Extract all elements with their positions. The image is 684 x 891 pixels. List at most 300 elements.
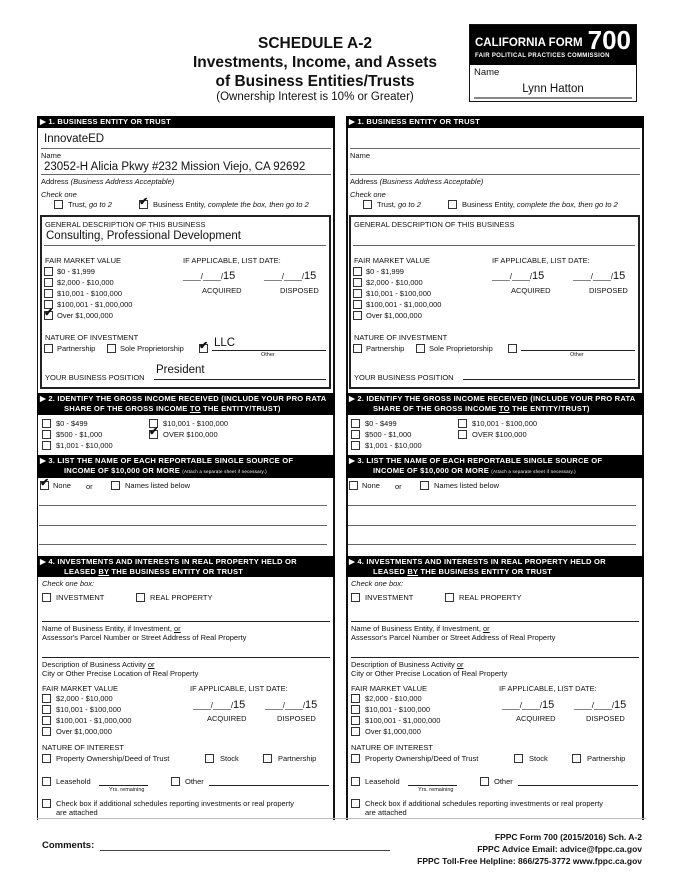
income-option-label: $500 - $1,000 xyxy=(56,430,103,439)
section-4-title-line-2 xyxy=(349,567,644,577)
schedule-title: SCHEDULE A-2 xyxy=(258,35,372,52)
disposed-date-field[interactable] xyxy=(264,270,316,282)
checkmark-icon: ✔ xyxy=(44,307,54,319)
income-checkbox[interactable] xyxy=(42,441,51,450)
fmv-option-label: $0 - $1,999 xyxy=(57,267,95,276)
section-3-title-line-1: ▶ 3. LIST THE NAME OF EACH REPORTABLE SINGLE SOURCE OF xyxy=(40,456,294,465)
s4-acquired-year: 15 xyxy=(233,699,246,711)
sole-proprietorship-checkbox[interactable] xyxy=(416,344,425,353)
investment-checkbox[interactable] xyxy=(351,593,360,602)
general-description-label: GENERAL DESCRIPTION OF THIS BUSINESS xyxy=(354,220,515,229)
s4-text-a: LEASED xyxy=(373,566,408,576)
investment-checkbox[interactable] xyxy=(42,593,51,602)
footer xyxy=(417,831,642,867)
s4-fmv-option: $10,001 - $100,000 xyxy=(365,705,431,714)
s4-fmv-label: FAIR MARKET VALUE xyxy=(42,684,118,693)
section-2-header xyxy=(346,393,644,415)
additional-schedules-label xyxy=(365,799,603,817)
checkmark-icon: ✔ xyxy=(149,426,159,438)
checkmark-icon: ✔ xyxy=(199,340,209,352)
section-1-header xyxy=(346,116,644,128)
other-nature-checkbox[interactable] xyxy=(199,340,209,353)
names-listed-checkbox[interactable] xyxy=(111,481,120,490)
section-2-title-line-1: ▶ 2. IDENTIFY THE GROSS INCOME RECEIVED (INCLUDE YOUR PRO RATA xyxy=(40,394,327,403)
partnership-checkbox[interactable] xyxy=(353,344,362,353)
section-3-header xyxy=(37,455,335,478)
section-3-title-line-2 xyxy=(349,466,644,477)
trust-note: go to 2 xyxy=(88,200,112,209)
or-label: or xyxy=(395,482,402,491)
s4-disposed-label: DISPOSED xyxy=(277,714,316,723)
trust-label xyxy=(68,200,112,209)
disposed-label: DISPOSED xyxy=(280,286,319,295)
income-option-label: OVER $100,000 xyxy=(472,430,527,439)
s4-partnership-checkbox[interactable] xyxy=(572,754,581,763)
form-id-box xyxy=(469,24,637,102)
income-option-label: $10,001 - $100,000 xyxy=(472,419,538,428)
none-checkbox[interactable] xyxy=(40,477,50,490)
footer-form-id: FPPC Form 700 (2015/2016) Sch. A-2 xyxy=(494,832,642,842)
fmv-option-label: $2,000 - $10,000 xyxy=(366,278,423,287)
s4-desc-label xyxy=(42,660,198,678)
business-entity-note: complete the box, then go to 2 xyxy=(516,200,618,209)
acquired-label: ACQUIRED xyxy=(202,286,242,295)
s4-if-applicable-label: IF APPLICABLE, LIST DATE: xyxy=(499,684,597,693)
s4-name-text: Name of Business Entity, if Investment, xyxy=(351,624,483,633)
s2-text-to: TO xyxy=(498,404,510,413)
section-1-header xyxy=(37,116,335,128)
address-label-text: Address xyxy=(41,177,69,186)
form-title-block xyxy=(170,34,460,104)
s2-text-to: TO xyxy=(189,404,201,413)
income-checkbox[interactable] xyxy=(42,419,51,428)
income-option-label: OVER $100,000 xyxy=(163,430,218,439)
s4-acquired-date-field[interactable] xyxy=(193,699,245,711)
s4-if-applicable-label: IF APPLICABLE, LIST DATE: xyxy=(190,684,288,693)
address-label xyxy=(350,177,483,186)
income-option-label: $1,001 - $10,000 xyxy=(365,441,422,450)
section-4-title-line-1: ▶ 4. INVESTMENTS AND INTERESTS IN REAL PROPERTY HELD OR xyxy=(349,557,606,566)
nature-of-interest-label: NATURE OF INTEREST xyxy=(42,743,124,752)
income-source-line xyxy=(348,505,636,506)
entity-name-underline xyxy=(350,148,640,149)
commission-label: FAIR POLITICAL PRACTICES COMMISSION xyxy=(475,53,610,59)
real-property-label: REAL PROPERTY xyxy=(459,593,522,602)
names-listed-checkbox[interactable] xyxy=(420,481,429,490)
s4-acquired-label: ACQUIRED xyxy=(516,714,556,723)
section-3-title-line-1: ▶ 3. LIST THE NAME OF EACH REPORTABLE SINGLE SOURCE OF xyxy=(349,456,603,465)
form-label: CALIFORNIA FORM xyxy=(475,37,583,49)
subtitle: (Ownership Interest is 10% or Greater) xyxy=(216,91,414,103)
entity-name-underline xyxy=(41,148,331,149)
s4-other-checkbox[interactable] xyxy=(171,777,180,786)
entity-address-underline xyxy=(350,174,640,175)
s4-fmv-checkbox[interactable] xyxy=(42,705,51,714)
s4-desc-or: or xyxy=(147,660,155,669)
leasehold-checkbox[interactable] xyxy=(351,777,360,786)
acquired-date-field[interactable] xyxy=(183,270,235,282)
income-checkbox[interactable] xyxy=(458,419,467,428)
s4-desc-text: Description of Business Activity xyxy=(42,660,148,669)
s2-text-a: SHARE OF THE GROSS INCOME xyxy=(64,404,190,413)
nature-of-interest-label: NATURE OF INTEREST xyxy=(351,743,433,752)
s4-other-checkbox[interactable] xyxy=(480,777,489,786)
income-source-line xyxy=(39,525,327,526)
s4-fmv-checkbox[interactable] xyxy=(351,716,360,725)
name-label: Name xyxy=(41,151,62,160)
s3-note: (Attach a separate sheet if necessary.) xyxy=(491,469,576,474)
if-applicable-label: IF APPLICABLE, LIST DATE: xyxy=(492,256,590,265)
names-listed-label: Names listed below xyxy=(434,481,500,490)
income-source-line xyxy=(39,544,327,545)
s4-fmv-checkbox[interactable] xyxy=(351,694,360,703)
s4-fmv-label: FAIR MARKET VALUE xyxy=(351,684,427,693)
date-slashes: ____/____/ xyxy=(264,272,305,281)
general-description-label: GENERAL DESCRIPTION OF THIS BUSINESS xyxy=(45,220,206,229)
income-option-label: $0 - $499 xyxy=(56,419,88,428)
s4-disposed-label: DISPOSED xyxy=(586,714,625,723)
s4-fmv-option: $100,001 - $1,000,000 xyxy=(365,716,441,725)
entity-address-underline xyxy=(41,174,331,175)
additional-schedules-checkbox[interactable] xyxy=(351,799,360,808)
other-label: Other xyxy=(570,352,584,358)
s4-fmv-option: $10,001 - $100,000 xyxy=(56,705,122,714)
additional-text-2: are attached xyxy=(56,808,98,817)
s4-fmv-checkbox[interactable] xyxy=(351,727,360,736)
fmv-label: FAIR MARKET VALUE xyxy=(45,256,121,265)
business-description-field[interactable]: Consulting, Professional Development xyxy=(46,230,241,242)
income-checkbox[interactable] xyxy=(42,430,51,439)
sole-proprietorship-label: Sole Proprietorship xyxy=(120,344,184,353)
form-number: 700 xyxy=(587,25,631,55)
section-1-title: ▶ 1. BUSINESS ENTITY OR TRUST xyxy=(40,117,171,126)
trust-label-text: Trust, xyxy=(377,200,396,209)
section-3-title-line-2 xyxy=(40,466,335,477)
years-remaining-field[interactable] xyxy=(99,785,148,786)
section-4-title-line-1: ▶ 4. INVESTMENTS AND INTERESTS IN REAL PROPERTY HELD OR xyxy=(40,557,297,566)
stock-label: Stock xyxy=(529,754,548,763)
entry-column-1 xyxy=(37,116,335,818)
leasehold-label: Leasehold xyxy=(365,777,400,786)
additional-text: Check box if additional schedules reporting investments or real property xyxy=(365,799,604,808)
position-underline xyxy=(154,379,326,380)
s4-name-text-2: Assessor's Parcel Number or Street Address of Real Property xyxy=(351,633,556,642)
s4-fmv-option: $2,000 - $10,000 xyxy=(365,694,422,703)
address-note: (Business Address Acceptable) xyxy=(379,177,484,186)
comments-label: Comments: xyxy=(42,840,95,851)
fmv-checkbox[interactable] xyxy=(353,311,362,320)
acquired-date-field[interactable] xyxy=(492,270,544,282)
stock-label: Stock xyxy=(220,754,239,763)
business-entity-label xyxy=(462,200,618,209)
trust-checkbox[interactable] xyxy=(54,200,63,209)
sole-proprietorship-checkbox[interactable] xyxy=(107,344,116,353)
s4-disposed-year: 15 xyxy=(614,699,627,711)
s4-fmv-checkbox[interactable] xyxy=(351,705,360,714)
names-listed-label: Names listed below xyxy=(125,481,191,490)
if-applicable-label: IF APPLICABLE, LIST DATE: xyxy=(183,256,281,265)
filer-name-label: Name xyxy=(474,67,500,78)
business-position-label: YOUR BUSINESS POSITION xyxy=(45,373,145,382)
fmv-option-label: Over $1,000,000 xyxy=(57,311,113,320)
s4-name-label xyxy=(42,624,246,642)
years-remaining-label: Yrs. remaining xyxy=(109,787,145,793)
business-entity-label-text: Business Entity, xyxy=(153,200,206,209)
income-checkbox[interactable] xyxy=(351,419,360,428)
date-slashes: ____/____/ xyxy=(573,272,614,281)
s4-text-by: BY xyxy=(98,566,110,576)
fmv-label: FAIR MARKET VALUE xyxy=(354,256,430,265)
s4-text-b: THE BUSINESS ENTITY OR TRUST xyxy=(418,566,553,576)
s4-name-or: or xyxy=(483,624,490,633)
fmv-checkbox[interactable] xyxy=(44,267,53,276)
other-nature-underline xyxy=(521,350,635,351)
date-slashes: ____/____/ xyxy=(183,272,224,281)
or-label: or xyxy=(86,482,93,491)
disposed-year: 15 xyxy=(304,270,317,282)
business-description-box xyxy=(40,215,331,389)
partnership-label: Partnership xyxy=(57,344,96,353)
business-description-box xyxy=(349,215,640,389)
section-2-title-line-1: ▶ 2. IDENTIFY THE GROSS INCOME RECEIVED (INCLUDE YOUR PRO RATA xyxy=(349,394,636,403)
fmv-option-label: Over $1,000,000 xyxy=(366,311,422,320)
none-label: None xyxy=(53,481,71,490)
s4-name-underline[interactable] xyxy=(42,621,330,622)
income-source-line xyxy=(348,544,636,545)
title-line-1: Investments, Income, and Assets xyxy=(192,54,438,71)
address-label xyxy=(41,177,174,186)
income-checkbox[interactable] xyxy=(351,441,360,450)
business-entity-note: complete the box, then go to 2 xyxy=(207,200,309,209)
s4-disposed-date-field[interactable] xyxy=(265,699,317,711)
business-entity-label-text: Business Entity, xyxy=(462,200,515,209)
fmv-checkbox[interactable] xyxy=(44,289,53,298)
s4-desc-text-2: City or Other Precise Location of Real Property xyxy=(42,669,199,678)
s4-desc-text-2: City or Other Precise Location of Real Property xyxy=(351,669,508,678)
trust-checkbox[interactable] xyxy=(363,200,372,209)
s4-name-underline[interactable] xyxy=(351,621,639,622)
fmv-option-label: $100,001 - $1,000,000 xyxy=(366,300,442,309)
s4-fmv-option: $100,001 - $1,000,000 xyxy=(56,716,132,725)
s4-name-label xyxy=(351,624,555,642)
real-property-label: REAL PROPERTY xyxy=(150,593,213,602)
s4-partnership-checkbox[interactable] xyxy=(263,754,272,763)
other-nature-field[interactable]: LLC xyxy=(214,337,236,349)
date-slashes: ____/____/ xyxy=(492,272,533,281)
business-position-label: YOUR BUSINESS POSITION xyxy=(354,373,454,382)
none-checkbox[interactable] xyxy=(349,481,358,490)
s4-disposed-year: 15 xyxy=(305,699,318,711)
entity-name-field[interactable]: InnovateED xyxy=(44,133,105,145)
date-slashes: ____/____/ xyxy=(502,701,543,710)
section-4-header xyxy=(37,556,335,577)
leasehold-label: Leasehold xyxy=(56,777,91,786)
nature-of-investment-label: NATURE OF INVESTMENT xyxy=(45,333,139,342)
years-remaining-label: Yrs. remaining xyxy=(418,787,454,793)
real-property-checkbox[interactable] xyxy=(136,593,145,602)
other-nature-underline xyxy=(212,350,326,351)
acquired-year: 15 xyxy=(223,270,236,282)
bottom-divider xyxy=(37,818,646,819)
sole-proprietorship-label: Sole Proprietorship xyxy=(429,344,493,353)
s4-disposed-date-field[interactable] xyxy=(574,699,626,711)
s4-fmv-checkbox[interactable] xyxy=(42,716,51,725)
section-1-title: ▶ 1. BUSINESS ENTITY OR TRUST xyxy=(349,117,480,126)
section-2-header xyxy=(37,393,335,415)
s4-fmv-checkbox[interactable] xyxy=(42,727,51,736)
fmv-checkbox[interactable] xyxy=(353,278,362,287)
fmv-checkbox[interactable] xyxy=(353,267,362,276)
income-option-label: $0 - $499 xyxy=(365,419,397,428)
s3-text: INCOME OF $10,000 OR MORE xyxy=(64,466,183,475)
s4-partnership-label: Partnership xyxy=(587,754,626,763)
s4-partnership-label: Partnership xyxy=(278,754,317,763)
business-entity-checkbox[interactable] xyxy=(448,200,457,209)
income-option-label: $1,001 - $10,000 xyxy=(56,441,113,450)
other-nature-checkbox[interactable] xyxy=(508,344,517,353)
s4-acquired-year: 15 xyxy=(542,699,555,711)
s4-desc-underline[interactable] xyxy=(351,657,639,658)
s2-text-b: THE ENTITY/TRUST) xyxy=(200,404,281,413)
income-option-label: $500 - $1,000 xyxy=(365,430,412,439)
s4-text-b: THE BUSINESS ENTITY OR TRUST xyxy=(109,566,244,576)
entity-address-field[interactable]: 23052-H Alicia Pkwy #232 Mission Viejo, CA 92692 xyxy=(44,161,306,173)
s4-name-text-2: Assessor's Parcel Number or Street Address of Real Property xyxy=(42,633,247,642)
property-ownership-checkbox[interactable] xyxy=(351,754,360,763)
title-line-2: of Business Entities/Trusts xyxy=(215,73,415,90)
disposed-date-field[interactable] xyxy=(573,270,625,282)
property-ownership-label: Property Ownership/Deed of Trust xyxy=(365,754,479,763)
years-remaining-field[interactable] xyxy=(408,785,457,786)
date-slashes: ____/____/ xyxy=(265,701,306,710)
s4-desc-underline[interactable] xyxy=(42,657,330,658)
fmv-checkbox[interactable] xyxy=(44,278,53,287)
check-one-label: Check one xyxy=(350,190,386,199)
s4-acquired-date-field[interactable] xyxy=(502,699,554,711)
acquired-year: 15 xyxy=(532,270,545,282)
stock-checkbox[interactable] xyxy=(514,754,523,763)
s4-fmv-option: Over $1,000,000 xyxy=(365,727,421,736)
income-checkbox[interactable] xyxy=(149,426,159,439)
disposed-year: 15 xyxy=(613,270,626,282)
business-entity-label xyxy=(153,200,309,209)
fmv-option-label: $10,001 - $100,000 xyxy=(366,289,432,298)
s4-text-a: LEASED xyxy=(64,566,99,576)
check-one-box-label: Check one box: xyxy=(351,579,404,588)
stock-checkbox[interactable] xyxy=(205,754,214,763)
filer-name-underline xyxy=(474,97,632,99)
business-position-field[interactable]: President xyxy=(156,364,205,376)
filer-name-field[interactable]: Lynn Hatton xyxy=(522,83,584,95)
property-ownership-checkbox[interactable] xyxy=(42,754,51,763)
s4-other-field[interactable] xyxy=(209,785,329,786)
section-4-header xyxy=(346,556,644,577)
description-underline xyxy=(353,245,635,246)
s4-other-label: Other xyxy=(494,777,513,786)
fmv-option-label: $2,000 - $10,000 xyxy=(57,278,114,287)
checkmark-icon: ✔ xyxy=(139,196,149,208)
fmv-checkbox[interactable] xyxy=(353,300,362,309)
footer-email: FPPC Advice Email: advice@fppc.ca.gov xyxy=(477,844,642,854)
leasehold-checkbox[interactable] xyxy=(42,777,51,786)
check-one-box-label: Check one box: xyxy=(42,579,95,588)
date-slashes: ____/____/ xyxy=(574,701,615,710)
income-source-line xyxy=(39,505,327,506)
income-source-line xyxy=(348,525,636,526)
address-note: (Business Address Acceptable) xyxy=(70,177,175,186)
real-property-checkbox[interactable] xyxy=(445,593,454,602)
form-id-banner xyxy=(470,25,636,65)
s4-other-field[interactable] xyxy=(518,785,638,786)
fmv-option-label: $10,001 - $100,000 xyxy=(57,289,123,298)
s4-fmv-option: $2,000 - $10,000 xyxy=(56,694,113,703)
income-checkbox[interactable] xyxy=(351,430,360,439)
fmv-option-label: $100,001 - $1,000,000 xyxy=(57,300,133,309)
s2-text-b: THE ENTITY/TRUST) xyxy=(509,404,590,413)
s4-desc-or: or xyxy=(456,660,464,669)
footer-helpline: FPPC Toll-Free Helpline: 866/275-3772 www.fppc.ca.gov xyxy=(417,856,642,866)
business-entity-checkbox[interactable] xyxy=(139,196,149,209)
fmv-checkbox[interactable] xyxy=(44,307,54,320)
none-label: None xyxy=(362,481,380,490)
trust-note: go to 2 xyxy=(397,200,421,209)
position-underline xyxy=(463,379,635,380)
s4-name-or: or xyxy=(174,624,181,633)
description-underline xyxy=(44,245,326,246)
s4-other-label: Other xyxy=(185,777,204,786)
comments-field[interactable] xyxy=(100,850,390,851)
section-3-header xyxy=(346,455,644,478)
partnership-label: Partnership xyxy=(366,344,405,353)
s4-desc-label xyxy=(351,660,507,678)
s4-desc-text: Description of Business Activity xyxy=(351,660,457,669)
fmv-checkbox[interactable] xyxy=(353,289,362,298)
s4-name-text: Name of Business Entity, if Investment, xyxy=(42,624,174,633)
s4-fmv-option: Over $1,000,000 xyxy=(56,727,112,736)
disposed-label: DISPOSED xyxy=(589,286,628,295)
s4-fmv-checkbox[interactable] xyxy=(42,694,51,703)
s4-acquired-label: ACQUIRED xyxy=(207,714,247,723)
additional-schedules-label xyxy=(56,799,294,817)
acquired-label: ACQUIRED xyxy=(511,286,551,295)
investment-label: INVESTMENT xyxy=(56,593,105,602)
checkmark-icon: ✔ xyxy=(40,477,50,489)
s2-text-a: SHARE OF THE GROSS INCOME xyxy=(373,404,499,413)
address-label-text: Address xyxy=(350,177,378,186)
investment-label: INVESTMENT xyxy=(365,593,414,602)
other-label: Other xyxy=(261,352,275,358)
section-2-title-line-2 xyxy=(40,404,335,414)
entry-column-2 xyxy=(346,116,644,818)
additional-text: Check box if additional schedules reporting investments or real property xyxy=(56,799,295,808)
name-label: Name xyxy=(350,151,371,160)
date-slashes: ____/____/ xyxy=(193,701,234,710)
property-ownership-label: Property Ownership/Deed of Trust xyxy=(56,754,170,763)
trust-label xyxy=(377,200,421,209)
partnership-checkbox[interactable] xyxy=(44,344,53,353)
s3-text: INCOME OF $10,000 OR MORE xyxy=(373,466,492,475)
s4-text-by: BY xyxy=(407,566,419,576)
section-2-title-line-2 xyxy=(349,404,644,414)
additional-text-2: are attached xyxy=(365,808,407,817)
section-4-title-line-2 xyxy=(40,567,335,577)
additional-schedules-checkbox[interactable] xyxy=(42,799,51,808)
fmv-option-label: $0 - $1,999 xyxy=(366,267,404,276)
income-option-label: $10,001 - $100,000 xyxy=(163,419,229,428)
income-checkbox[interactable] xyxy=(458,430,467,439)
trust-label-text: Trust, xyxy=(68,200,87,209)
nature-of-investment-label: NATURE OF INVESTMENT xyxy=(354,333,448,342)
